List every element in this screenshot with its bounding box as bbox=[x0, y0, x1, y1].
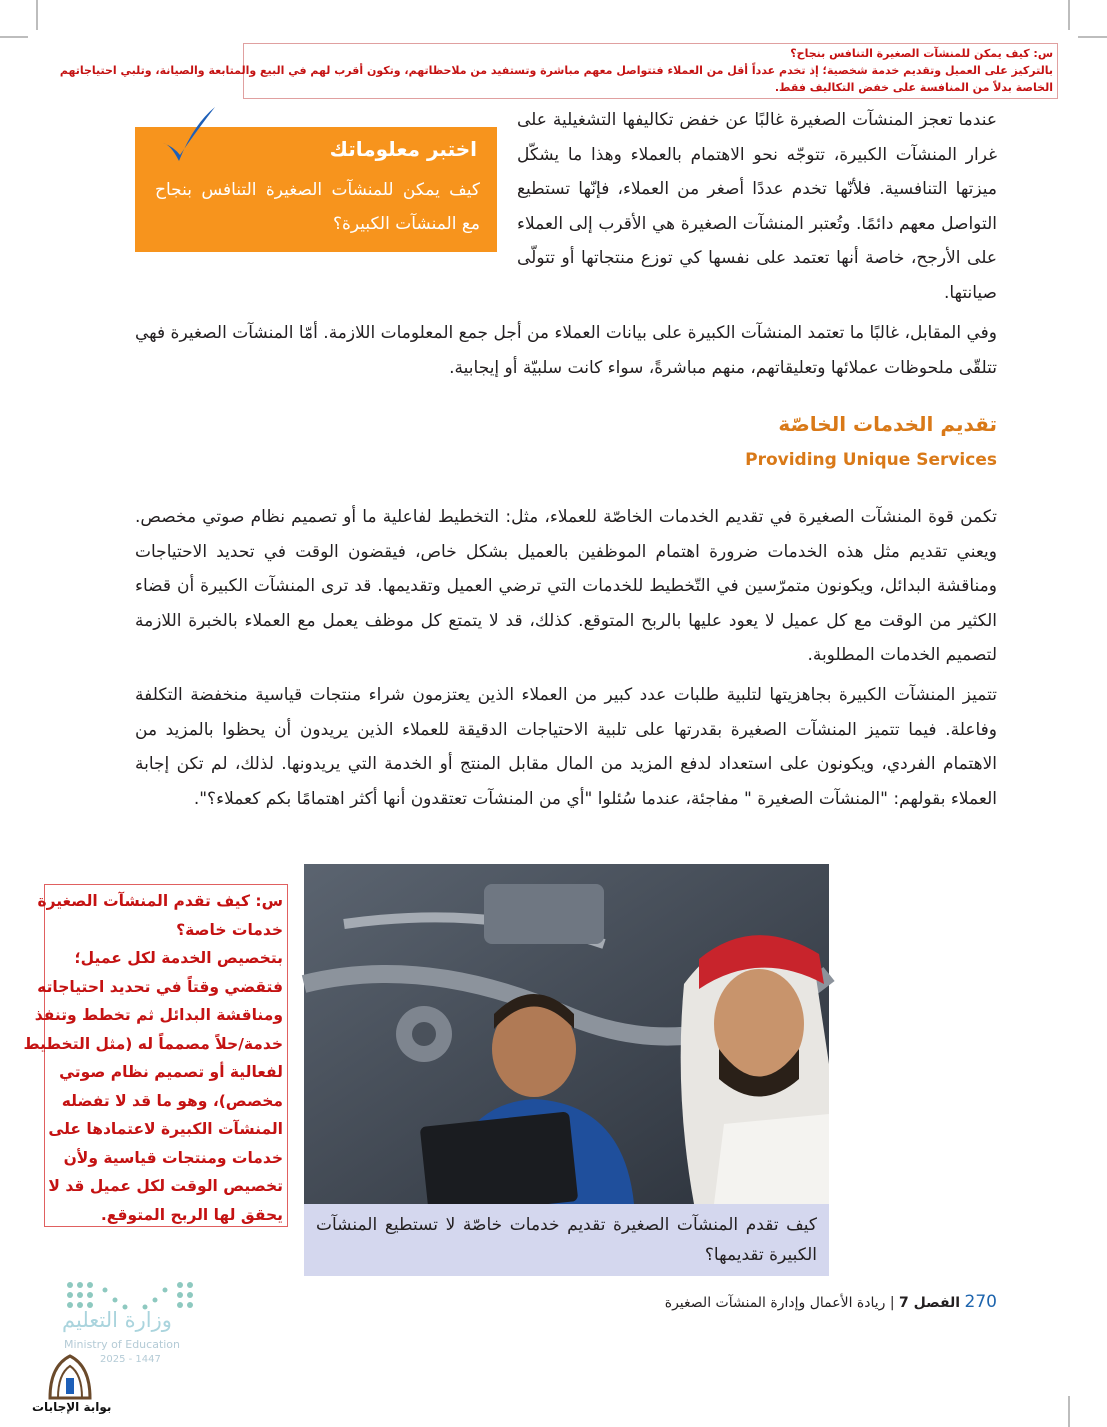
answer-line: المنشآت الكبيرة لاعتمادها على bbox=[48, 1120, 283, 1138]
quiz-question: كيف يمكن للمنشآت الصغيرة التنافس بنجاح مع المنشآت الكبيرة؟ bbox=[155, 180, 480, 234]
page-number: 270 bbox=[964, 1292, 997, 1312]
answer-line: تخصيص الوقت لكل عميل قد لا bbox=[48, 1177, 283, 1195]
section-heading-ar: تقديم الخدمات الخاصّة bbox=[778, 412, 997, 436]
crop-edge-bottom-right bbox=[1068, 1396, 1070, 1427]
crop-edge-top-left bbox=[0, 36, 28, 38]
top-annotation bbox=[59, 43, 1058, 99]
answer-line: خدمة/حلاً مصمماً له (مثل التخطيط bbox=[23, 1034, 283, 1053]
answer-line: خدمات خاصة؟ bbox=[176, 920, 283, 939]
section-heading-en: Providing Unique Services bbox=[745, 450, 997, 470]
paragraph-feedback: وفي المقابل، غالبًا ما تعتمد المنشآت الكبيرة على بيانات العملاء من أجل جمع المعلومات اللازمة. أمّا المنشآت الصغيرة فهي تتلقّى ملحوظات عملائها وتعليقاتهم، منهم مباشرةً، سواء كانت سلبيّة أو إيجابية. bbox=[135, 323, 997, 378]
answer-annotation bbox=[23, 884, 288, 1227]
crop-edge-top-right bbox=[1078, 36, 1107, 38]
ministry-year: 2025 - 1447 bbox=[100, 1354, 161, 1365]
answer-line: خدمات ومنتجات قياسية ولأن bbox=[63, 1148, 283, 1167]
footer-separator: | bbox=[889, 1295, 895, 1311]
paragraph-comparison: تتميز المنشآت الكبيرة بجاهزيتها لتلبية طلبات عدد كبير من العملاء الذين يعتزمون شراء منتجات قياسية منخفضة التكلفة وفاعلة. فيما تتميز المنشآت الصغيرة بقدرتها على تلبية الاحتياجات الدقيقة للعملاء الذين يريدون أن يحظوا بالمزيد من الاهتمام الفردي، ويكونون على استعداد لدفع المزيد من المال مقابل المنتج أو الخدمة التي يريدونها. لذلك، لم تكن إجابة العملاء بقولهم: "المنشآت الصغيرة " مفاجئة، عندما سُئلوا "أي من المنشآت تعتقدون أنها أكثر اهتمامًا بكم كعملاء؟". bbox=[135, 685, 997, 809]
ministry-name-ar: وزارة التعليم bbox=[62, 1308, 172, 1332]
test-your-knowledge-box bbox=[135, 127, 497, 252]
answer-line: بتخصيص الخدمة لكل عميل؛ bbox=[74, 949, 283, 967]
mechanic-photo bbox=[304, 864, 829, 1204]
paragraph-services: تكمن قوة المنشآت الصغيرة في تقديم الخدمات الخاصّة للعملاء، مثل: التخطيط لفاعلية ما أو تصميم نظام صوتي مخصص. ويعني تقديم مثل هذه الخدمات ضرورة اهتمام الموظفين بالعميل بشكل خاص، فيقضون الوقت في تحديد الاحتياجات ومناقشة البدائل، ويكونون متمرّسين في التّخطيط للخدمات التي ترضي العميل وتقديمها. قد ترى المنشآت الكبيرة أن قضاء الكثير من الوقت مع كل عميل لا يعود عليها بالربح المتوقع. كذلك، قد لا يتمتع كل موظف يعمل مع العملاء بالخبرة اللازمة لتصميم الخدمات المطلوبة. bbox=[135, 507, 997, 665]
crop-edge-left bbox=[36, 0, 38, 30]
mosque-icon bbox=[22, 1348, 122, 1427]
top-annotation-question: س: كيف يمكن للمنشآت الصغيرة التنافس بنجاح؟ bbox=[790, 47, 1053, 60]
check-icon bbox=[159, 105, 219, 167]
chapter-label: الفصل 7 bbox=[899, 1295, 961, 1311]
answer-line: لفعالية أو تصميم نظام صوتي bbox=[59, 1063, 283, 1081]
answer-line: فتقضي وقتاً في تحديد احتياجاته bbox=[37, 977, 283, 996]
crop-edge-right bbox=[1068, 0, 1070, 30]
page-footer bbox=[665, 1292, 997, 1312]
watermark-text: بوابة الإجابات bbox=[32, 1400, 112, 1414]
ministry-name-en: Ministry of Education bbox=[64, 1338, 181, 1351]
paragraph-intro: عندما تعجز المنشآت الصغيرة غالبًا عن خفض تكاليفها التشغيلية على غرار المنشآت الكبيرة، تتوجّه نحو الاهتمام بالعملاء وهذا ما يشكّل ميزتها التنافسية. فلأنّها تخدم عددًا أصغر من العملاء، فإنّها تستطيع التواصل معهم دائمًا. وتُعتبر المنشآت الصغيرة هي الأقرب إلى العملاء على الأرجح، خاصة أنها تعتمد على نفسها كي توزع منتجاتها أو تتولّى صيانتها. bbox=[517, 110, 997, 303]
answer-line: يحقق لها الربح المتوقع. bbox=[100, 1205, 283, 1224]
answer-line: س: كيف تقدم المنشآت الصغيرة bbox=[37, 892, 283, 910]
top-annotation-line1: بالتركيز على العميل وتقديم خدمة شخصية؛ إذ تخدم عدداً أقل من العملاء فتتواصل معهم مباشرة وتستفيد من ملاحظاتهم، وتكون أقرب لهم في البيع والمتابعة والصيانة، وتلبي احتياجاتهم bbox=[59, 64, 1053, 77]
quiz-title: اختبر معلوماتك bbox=[329, 137, 477, 161]
answer-line: مخصص)، وهو ما قد لا تفضله bbox=[61, 1091, 283, 1110]
top-annotation-line2: الخاصة بدلاً من المنافسة على خفض التكاليف فقط. bbox=[774, 81, 1053, 94]
answer-line: ومناقشة البدائل ثم تخطط وتنفذ bbox=[34, 1006, 283, 1024]
book-title: ريادة الأعمال وإدارة المنشآت الصغيرة bbox=[664, 1295, 886, 1311]
photo-caption: كيف تقدم المنشآت الصغيرة تقديم خدمات خاصّة لا تستطيع المنشآت الكبيرة تقديمها؟ bbox=[304, 1204, 829, 1276]
